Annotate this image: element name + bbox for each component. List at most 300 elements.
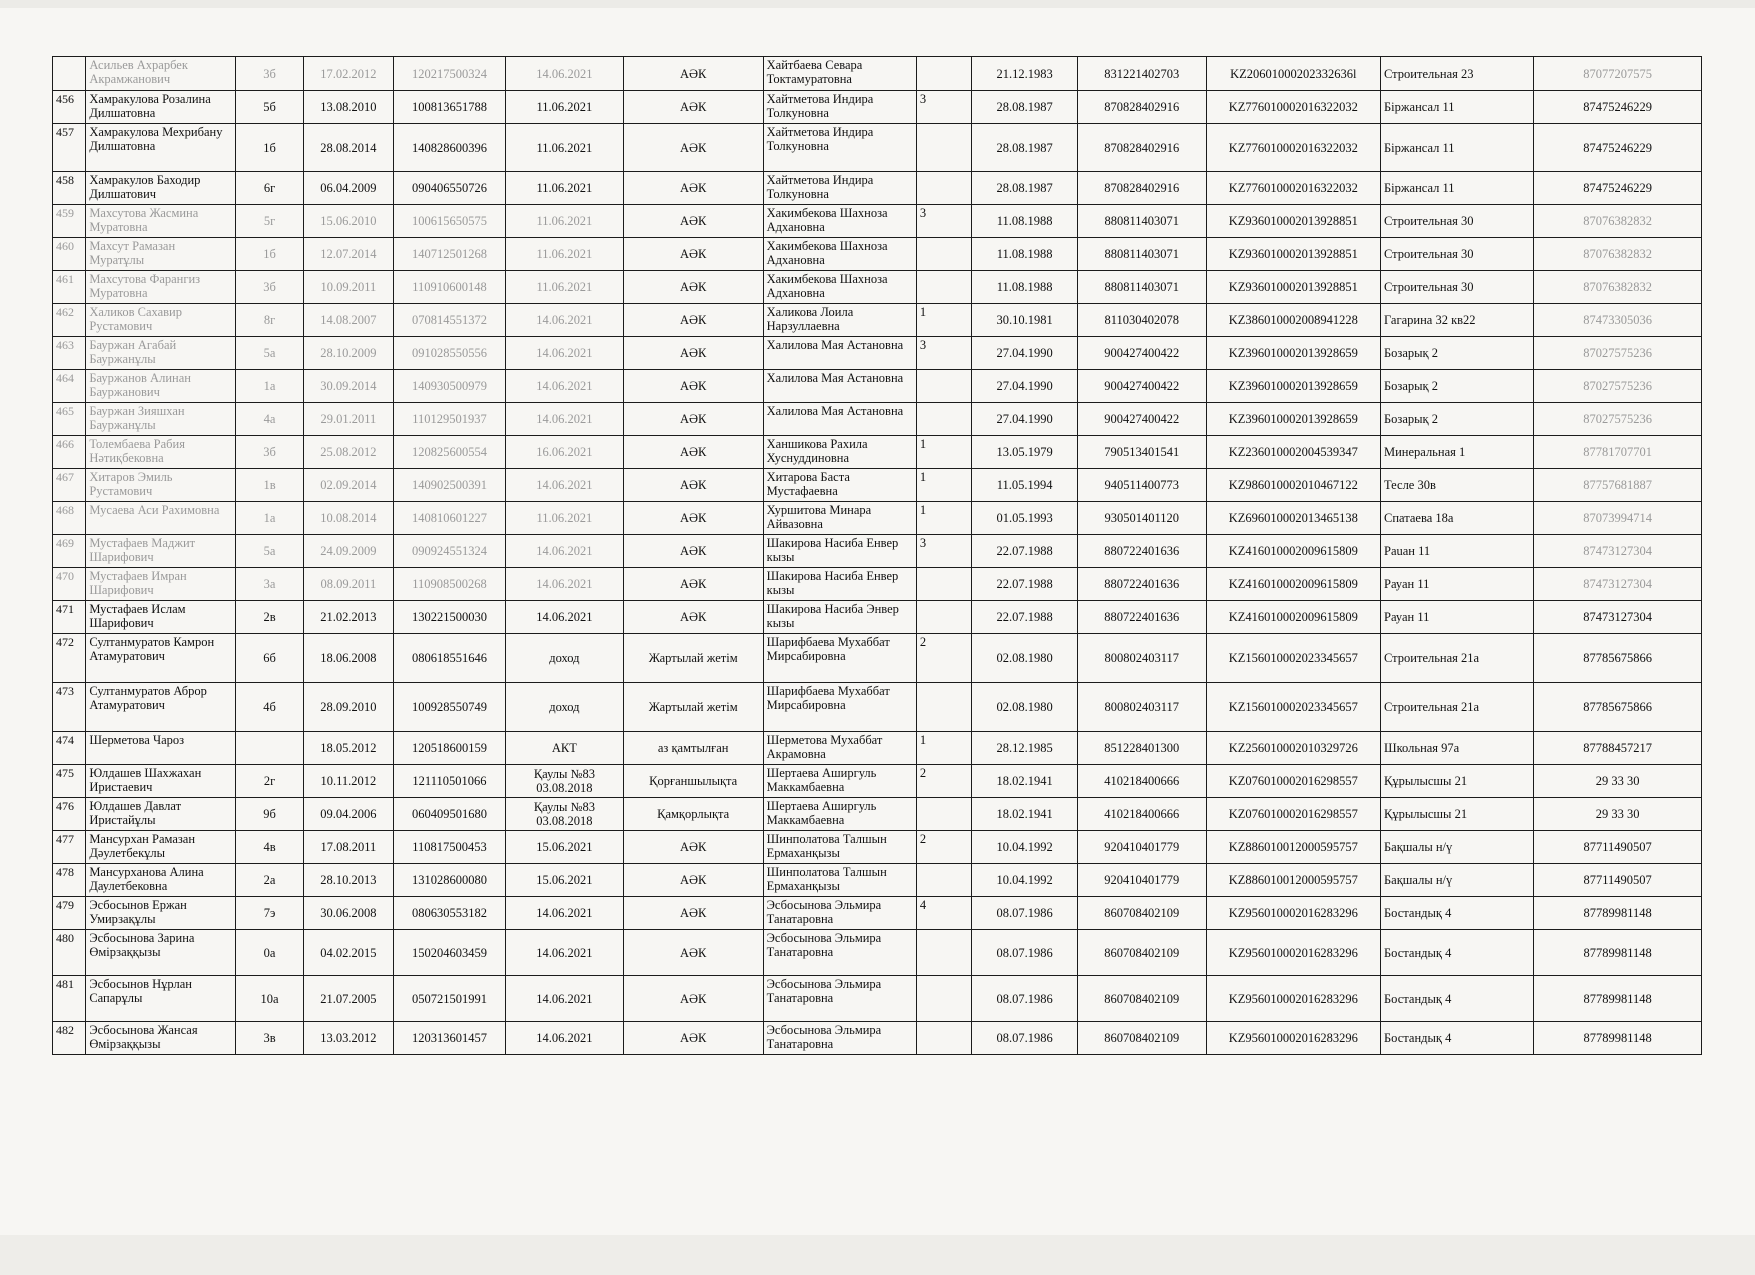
table-row <box>53 271 1702 304</box>
cell-parent: Эсбосынова Эльмира Танатаровна <box>763 930 916 976</box>
cell-dob: 08.09.2011 <box>303 568 393 601</box>
records-table <box>52 56 1702 1055</box>
table-row <box>53 864 1702 897</box>
cell-date: Қаулы №83 03.08.2018 <box>506 798 624 831</box>
cell-parent: Ханшикова Рахила Хуснуддиновна <box>763 436 916 469</box>
cell-name: Юлдашев Давлат Иристайұлы <box>86 798 236 831</box>
cell-pdob: 02.08.1980 <box>972 634 1077 683</box>
cell-date: 14.06.2021 <box>506 304 624 337</box>
cell-name: Мустафаев Имран Шарифович <box>86 568 236 601</box>
cell-basis: АӘК <box>623 205 763 238</box>
cell-phone: 87781707701 <box>1534 436 1702 469</box>
cell-num: 479 <box>53 897 86 930</box>
cell-piin: 800802403117 <box>1077 683 1206 732</box>
cell-dob: 10.11.2012 <box>303 765 393 798</box>
cell-iban: KZ076010002016298557 <box>1206 765 1380 798</box>
cell-phone: 87785675866 <box>1534 634 1702 683</box>
cell-parent: Хитарова Баста Мустафаевна <box>763 469 916 502</box>
cell-dob: 28.10.2013 <box>303 864 393 897</box>
table-row <box>53 337 1702 370</box>
cell-date: доход <box>506 683 624 732</box>
cell-count <box>916 271 972 304</box>
cell-addr: Біржансал 11 <box>1381 172 1534 205</box>
cell-num: 481 <box>53 976 86 1022</box>
cell-iin: 110910600148 <box>393 271 505 304</box>
cell-pdob: 27.04.1990 <box>972 370 1077 403</box>
cell-iban: KZ956010002016283296 <box>1206 976 1380 1022</box>
cell-name: Эсбосынова Жансая Өмірзаққызы <box>86 1022 236 1055</box>
cell-grade: 5а <box>236 337 304 370</box>
cell-pdob: 10.04.1992 <box>972 864 1077 897</box>
cell-basis: АӘК <box>623 124 763 172</box>
cell-count: 2 <box>916 634 972 683</box>
cell-dob: 02.09.2014 <box>303 469 393 502</box>
cell-pdob: 11.05.1994 <box>972 469 1077 502</box>
cell-name: Хамракулов Баходир Дилшатович <box>86 172 236 205</box>
cell-basis: Жартылай жетім <box>623 683 763 732</box>
document-sheet <box>52 56 1702 1176</box>
cell-iban: KZ156010002023345657 <box>1206 683 1380 732</box>
cell-phone: 87076382832 <box>1534 205 1702 238</box>
table-row <box>53 765 1702 798</box>
cell-basis: АӘК <box>623 304 763 337</box>
cell-num: 462 <box>53 304 86 337</box>
cell-dob: 15.06.2010 <box>303 205 393 238</box>
cell-addr: Бақшалы н/ү <box>1381 831 1534 864</box>
cell-iban: KZ236010002004539347 <box>1206 436 1380 469</box>
cell-parent: Эсбосынова Эльмира Танатаровна <box>763 976 916 1022</box>
cell-name: Махсутова Фарангиз Муратовна <box>86 271 236 304</box>
cell-num: 476 <box>53 798 86 831</box>
table-row <box>53 124 1702 172</box>
cell-pdob: 01.05.1993 <box>972 502 1077 535</box>
cell-grade: 3б <box>236 271 304 304</box>
cell-date: 14.06.2021 <box>506 535 624 568</box>
cell-pdob: 08.07.1986 <box>972 930 1077 976</box>
cell-dob: 30.09.2014 <box>303 370 393 403</box>
cell-grade: 10а <box>236 976 304 1022</box>
cell-pdob: 27.04.1990 <box>972 337 1077 370</box>
table-row <box>53 568 1702 601</box>
cell-parent: Халилова Мая Астановна <box>763 370 916 403</box>
cell-grade: 5г <box>236 205 304 238</box>
cell-iin: 120825600554 <box>393 436 505 469</box>
cell-addr: Бостандық 4 <box>1381 930 1534 976</box>
cell-name: Бауржан Зияшхан Бауржанұлы <box>86 403 236 436</box>
cell-dob: 17.02.2012 <box>303 57 393 91</box>
cell-iban: KZ956010002016283296 <box>1206 897 1380 930</box>
cell-date: 11.06.2021 <box>506 271 624 304</box>
cell-piin: 410218400666 <box>1077 765 1206 798</box>
cell-iban: KZ936010002013928851 <box>1206 238 1380 271</box>
cell-grade <box>236 732 304 765</box>
cell-count <box>916 601 972 634</box>
cell-count: 1 <box>916 436 972 469</box>
cell-count: 3 <box>916 91 972 124</box>
cell-num: 467 <box>53 469 86 502</box>
cell-count <box>916 1022 972 1055</box>
cell-dob: 28.08.2014 <box>303 124 393 172</box>
cell-iban: KZ416010002009615809 <box>1206 568 1380 601</box>
cell-count: 3 <box>916 337 972 370</box>
cell-grade: 3б <box>236 57 304 91</box>
cell-grade: 9б <box>236 798 304 831</box>
cell-name: Мустафаев Ислам Шарифович <box>86 601 236 634</box>
cell-pdob: 22.07.1988 <box>972 535 1077 568</box>
cell-count: 1 <box>916 304 972 337</box>
cell-iban: KZ396010002013928659 <box>1206 370 1380 403</box>
cell-count <box>916 124 972 172</box>
cell-grade: 4б <box>236 683 304 732</box>
cell-phone: 29 33 30 <box>1534 798 1702 831</box>
cell-parent: Шертаева Аширгуль Маккамбаевна <box>763 765 916 798</box>
cell-addr: Рауан 11 <box>1381 601 1534 634</box>
cell-parent: Хайтметова Индира Толкуновна <box>763 91 916 124</box>
cell-num: 456 <box>53 91 86 124</box>
cell-pdob: 21.12.1983 <box>972 57 1077 91</box>
cell-phone: 87789981148 <box>1534 976 1702 1022</box>
cell-dob: 18.05.2012 <box>303 732 393 765</box>
table-row <box>53 798 1702 831</box>
cell-basis: АӘК <box>623 469 763 502</box>
cell-name: Халиков Сахавир Рустамович <box>86 304 236 337</box>
cell-iin: 140930500979 <box>393 370 505 403</box>
cell-parent: Халилова Мая Астановна <box>763 403 916 436</box>
cell-addr: Бостандық 4 <box>1381 1022 1534 1055</box>
cell-addr: Строительная 30 <box>1381 238 1534 271</box>
cell-date: 14.06.2021 <box>506 403 624 436</box>
cell-iin: 091028550556 <box>393 337 505 370</box>
cell-piin: 880722401636 <box>1077 535 1206 568</box>
cell-name: Мансурхан Рамазан Дәулетбекұлы <box>86 831 236 864</box>
cell-addr: Минеральная 1 <box>1381 436 1534 469</box>
cell-iin: 120313601457 <box>393 1022 505 1055</box>
cell-num: 460 <box>53 238 86 271</box>
cell-grade: 6г <box>236 172 304 205</box>
cell-parent: Хакимбекова Шахноза Адхановна <box>763 205 916 238</box>
cell-num: 477 <box>53 831 86 864</box>
cell-grade: 1б <box>236 124 304 172</box>
cell-pdob: 30.10.1981 <box>972 304 1077 337</box>
cell-num: 459 <box>53 205 86 238</box>
cell-count <box>916 930 972 976</box>
cell-iin: 080618551646 <box>393 634 505 683</box>
cell-count: 1 <box>916 732 972 765</box>
cell-parent: Хакимбекова Шахноза Адхановна <box>763 238 916 271</box>
cell-iin: 120518600159 <box>393 732 505 765</box>
cell-grade: 4а <box>236 403 304 436</box>
cell-count: 1 <box>916 469 972 502</box>
cell-iban: KZ956010002016283296 <box>1206 930 1380 976</box>
cell-parent: Хайтбаева Севара Токтамуратовна <box>763 57 916 91</box>
cell-name: Асильев Ахрарбек Акрамжанович <box>86 57 236 91</box>
cell-iin: 150204603459 <box>393 930 505 976</box>
cell-count: 3 <box>916 535 972 568</box>
cell-basis: АӘК <box>623 436 763 469</box>
cell-phone: 87788457217 <box>1534 732 1702 765</box>
cell-basis: АӘК <box>623 271 763 304</box>
cell-addr: Бостандық 4 <box>1381 976 1534 1022</box>
cell-piin: 930501401120 <box>1077 502 1206 535</box>
table-row <box>53 535 1702 568</box>
cell-phone: 87076382832 <box>1534 271 1702 304</box>
cell-basis: АӘК <box>623 976 763 1022</box>
cell-addr: Біржансал 11 <box>1381 91 1534 124</box>
cell-iban: KZ386010002008941228 <box>1206 304 1380 337</box>
cell-piin: 940511400773 <box>1077 469 1206 502</box>
cell-name: Эсбосынова Зарина Өмірзаққызы <box>86 930 236 976</box>
cell-name: Хитаров Эмиль Рустамович <box>86 469 236 502</box>
cell-addr: Раuан 11 <box>1381 535 1534 568</box>
cell-iin: 121110501066 <box>393 765 505 798</box>
cell-piin: 800802403117 <box>1077 634 1206 683</box>
cell-basis: Қамқорлықта <box>623 798 763 831</box>
cell-date: 15.06.2021 <box>506 831 624 864</box>
scan-edge-top <box>0 0 1755 8</box>
cell-dob: 18.06.2008 <box>303 634 393 683</box>
cell-piin: 851228401300 <box>1077 732 1206 765</box>
table-row <box>53 238 1702 271</box>
cell-num: 464 <box>53 370 86 403</box>
cell-basis: АӘК <box>623 57 763 91</box>
cell-addr: Құрылысшы 21 <box>1381 765 1534 798</box>
cell-phone: 87473127304 <box>1534 568 1702 601</box>
cell-pdob: 28.08.1987 <box>972 91 1077 124</box>
cell-name: Мансурханова Алина Даулетбековна <box>86 864 236 897</box>
cell-basis: АӘК <box>623 535 763 568</box>
cell-piin: 880811403071 <box>1077 205 1206 238</box>
cell-pdob: 11.08.1988 <box>972 205 1077 238</box>
cell-iin: 140712501268 <box>393 238 505 271</box>
cell-phone: 29 33 30 <box>1534 765 1702 798</box>
cell-piin: 790513401541 <box>1077 436 1206 469</box>
cell-count <box>916 370 972 403</box>
cell-iban: KZ416010002009615809 <box>1206 535 1380 568</box>
cell-dob: 14.08.2007 <box>303 304 393 337</box>
cell-piin: 880722401636 <box>1077 568 1206 601</box>
cell-pdob: 13.05.1979 <box>972 436 1077 469</box>
cell-date: 14.06.2021 <box>506 57 624 91</box>
table-row <box>53 732 1702 765</box>
cell-count <box>916 683 972 732</box>
cell-basis: АӘК <box>623 601 763 634</box>
table-row <box>53 601 1702 634</box>
cell-phone: 87027575236 <box>1534 337 1702 370</box>
table-row <box>53 205 1702 238</box>
cell-iban: KZ776010002016322032 <box>1206 172 1380 205</box>
cell-count <box>916 57 972 91</box>
cell-name: Юлдашев Шахжахан Иристаевич <box>86 765 236 798</box>
cell-num: 461 <box>53 271 86 304</box>
cell-count: 4 <box>916 897 972 930</box>
cell-num: 465 <box>53 403 86 436</box>
cell-num: 480 <box>53 930 86 976</box>
cell-date: 11.06.2021 <box>506 172 624 205</box>
cell-iin: 100615650575 <box>393 205 505 238</box>
cell-phone: 87789981148 <box>1534 1022 1702 1055</box>
cell-basis: АӘК <box>623 831 763 864</box>
cell-piin: 920410401779 <box>1077 864 1206 897</box>
cell-dob: 21.02.2013 <box>303 601 393 634</box>
cell-phone: 87073994714 <box>1534 502 1702 535</box>
cell-name: Мустафаев Маджит Шарифович <box>86 535 236 568</box>
cell-parent: Шакирова Насиба Енвер кызы <box>763 535 916 568</box>
cell-phone: 87473127304 <box>1534 535 1702 568</box>
cell-piin: 900427400422 <box>1077 370 1206 403</box>
cell-iban: KZ776010002016322032 <box>1206 91 1380 124</box>
cell-addr: Гагарина 32 кв22 <box>1381 304 1534 337</box>
cell-date: 14.06.2021 <box>506 897 624 930</box>
table-row <box>53 502 1702 535</box>
cell-iin: 120217500324 <box>393 57 505 91</box>
cell-parent: Шерметова Мухаббат Акрамовна <box>763 732 916 765</box>
cell-iin: 060409501680 <box>393 798 505 831</box>
cell-date: 14.06.2021 <box>506 930 624 976</box>
cell-iban: KZ416010002009615809 <box>1206 601 1380 634</box>
cell-addr: Бозарық 2 <box>1381 370 1534 403</box>
cell-addr: Строительная 30 <box>1381 205 1534 238</box>
cell-basis: Қорғаншылықта <box>623 765 763 798</box>
cell-iban: KZ396010002013928659 <box>1206 403 1380 436</box>
cell-basis: АӘК <box>623 337 763 370</box>
cell-addr: Бостандық 4 <box>1381 897 1534 930</box>
cell-num: 474 <box>53 732 86 765</box>
cell-phone: 87027575236 <box>1534 370 1702 403</box>
cell-num: 482 <box>53 1022 86 1055</box>
cell-piin: 860708402109 <box>1077 897 1206 930</box>
cell-iin: 130221500030 <box>393 601 505 634</box>
cell-addr: Бақшалы н/ү <box>1381 864 1534 897</box>
cell-dob: 06.04.2009 <box>303 172 393 205</box>
cell-phone: 87473305036 <box>1534 304 1702 337</box>
cell-basis: АӘК <box>623 370 763 403</box>
cell-iban: KZ956010002016283296 <box>1206 1022 1380 1055</box>
cell-num: 458 <box>53 172 86 205</box>
cell-piin: 900427400422 <box>1077 337 1206 370</box>
cell-date: 16.06.2021 <box>506 436 624 469</box>
table-row <box>53 930 1702 976</box>
cell-iban: KZ776010002016322032 <box>1206 124 1380 172</box>
cell-iin: 131028600080 <box>393 864 505 897</box>
cell-dob: 17.08.2011 <box>303 831 393 864</box>
cell-basis: АӘК <box>623 403 763 436</box>
cell-grade: 4в <box>236 831 304 864</box>
cell-phone: 87785675866 <box>1534 683 1702 732</box>
cell-dob: 09.04.2006 <box>303 798 393 831</box>
table-row <box>53 57 1702 91</box>
cell-dob: 24.09.2009 <box>303 535 393 568</box>
cell-phone: 87077207575 <box>1534 57 1702 91</box>
cell-parent: Эсбосынова Эльмира Танатаровна <box>763 1022 916 1055</box>
cell-basis: АӘК <box>623 1022 763 1055</box>
cell-addr: Строительная 21а <box>1381 634 1534 683</box>
cell-pdob: 18.02.1941 <box>972 765 1077 798</box>
cell-grade: 6б <box>236 634 304 683</box>
cell-addr: Школьная 97а <box>1381 732 1534 765</box>
table-row <box>53 897 1702 930</box>
cell-count: 2 <box>916 765 972 798</box>
cell-name: Толембаева Рабия Нәтиқбековна <box>86 436 236 469</box>
cell-parent: Шарифбаева Мухаббат Мирсабировна <box>763 634 916 683</box>
cell-piin: 880722401636 <box>1077 601 1206 634</box>
cell-count <box>916 976 972 1022</box>
cell-addr: Бозарық 2 <box>1381 403 1534 436</box>
cell-basis: АӘК <box>623 897 763 930</box>
cell-phone: 87473127304 <box>1534 601 1702 634</box>
cell-pdob: 02.08.1980 <box>972 683 1077 732</box>
cell-basis: АӘК <box>623 568 763 601</box>
cell-num <box>53 57 86 91</box>
cell-pdob: 28.12.1985 <box>972 732 1077 765</box>
cell-grade: 3б <box>236 436 304 469</box>
cell-num: 469 <box>53 535 86 568</box>
table-row <box>53 304 1702 337</box>
cell-pdob: 11.08.1988 <box>972 238 1077 271</box>
cell-phone: 87789981148 <box>1534 930 1702 976</box>
cell-iban: KZ696010002013465138 <box>1206 502 1380 535</box>
cell-dob: 10.09.2011 <box>303 271 393 304</box>
cell-count: 3 <box>916 205 972 238</box>
table-row <box>53 172 1702 205</box>
cell-parent: Халикова Лоила Нарзуллаевна <box>763 304 916 337</box>
cell-dob: 13.08.2010 <box>303 91 393 124</box>
cell-addr: Рауан 11 <box>1381 568 1534 601</box>
cell-count: 2 <box>916 831 972 864</box>
cell-iin: 050721501991 <box>393 976 505 1022</box>
cell-basis: АӘК <box>623 91 763 124</box>
cell-num: 463 <box>53 337 86 370</box>
cell-dob: 10.08.2014 <box>303 502 393 535</box>
cell-count: 1 <box>916 502 972 535</box>
cell-iin: 140828600396 <box>393 124 505 172</box>
cell-date: 11.06.2021 <box>506 205 624 238</box>
cell-phone: 87475246229 <box>1534 91 1702 124</box>
cell-iin: 090924551324 <box>393 535 505 568</box>
cell-phone: 87711490507 <box>1534 831 1702 864</box>
cell-date: доход <box>506 634 624 683</box>
cell-date: 14.06.2021 <box>506 601 624 634</box>
cell-count <box>916 172 972 205</box>
cell-phone: 87711490507 <box>1534 864 1702 897</box>
cell-grade: 8г <box>236 304 304 337</box>
cell-pdob: 08.07.1986 <box>972 1022 1077 1055</box>
cell-parent: Шертаева Аширгуль Маккамбаевна <box>763 798 916 831</box>
cell-count <box>916 403 972 436</box>
cell-basis: АӘК <box>623 238 763 271</box>
cell-basis: Жартылай жетім <box>623 634 763 683</box>
cell-name: Султанмуратов Аброр Атамуратович <box>86 683 236 732</box>
cell-name: Мусаева Аси Рахимовна <box>86 502 236 535</box>
cell-iin: 100928550749 <box>393 683 505 732</box>
cell-num: 475 <box>53 765 86 798</box>
cell-pdob: 18.02.1941 <box>972 798 1077 831</box>
cell-grade: 2а <box>236 864 304 897</box>
cell-grade: 2в <box>236 601 304 634</box>
table-row <box>53 683 1702 732</box>
cell-phone: 87475246229 <box>1534 124 1702 172</box>
cell-count <box>916 568 972 601</box>
cell-piin: 870828402916 <box>1077 91 1206 124</box>
scan-edge-bottom <box>0 1235 1755 1275</box>
cell-num: 478 <box>53 864 86 897</box>
cell-name: Султанмуратов Камрон Атамуратович <box>86 634 236 683</box>
cell-parent: Шинполатова Талшын Ермаханқызы <box>763 831 916 864</box>
cell-phone: 87027575236 <box>1534 403 1702 436</box>
cell-basis: аз қамтылған <box>623 732 763 765</box>
cell-date: 11.06.2021 <box>506 124 624 172</box>
cell-dob: 13.03.2012 <box>303 1022 393 1055</box>
cell-piin: 811030402078 <box>1077 304 1206 337</box>
